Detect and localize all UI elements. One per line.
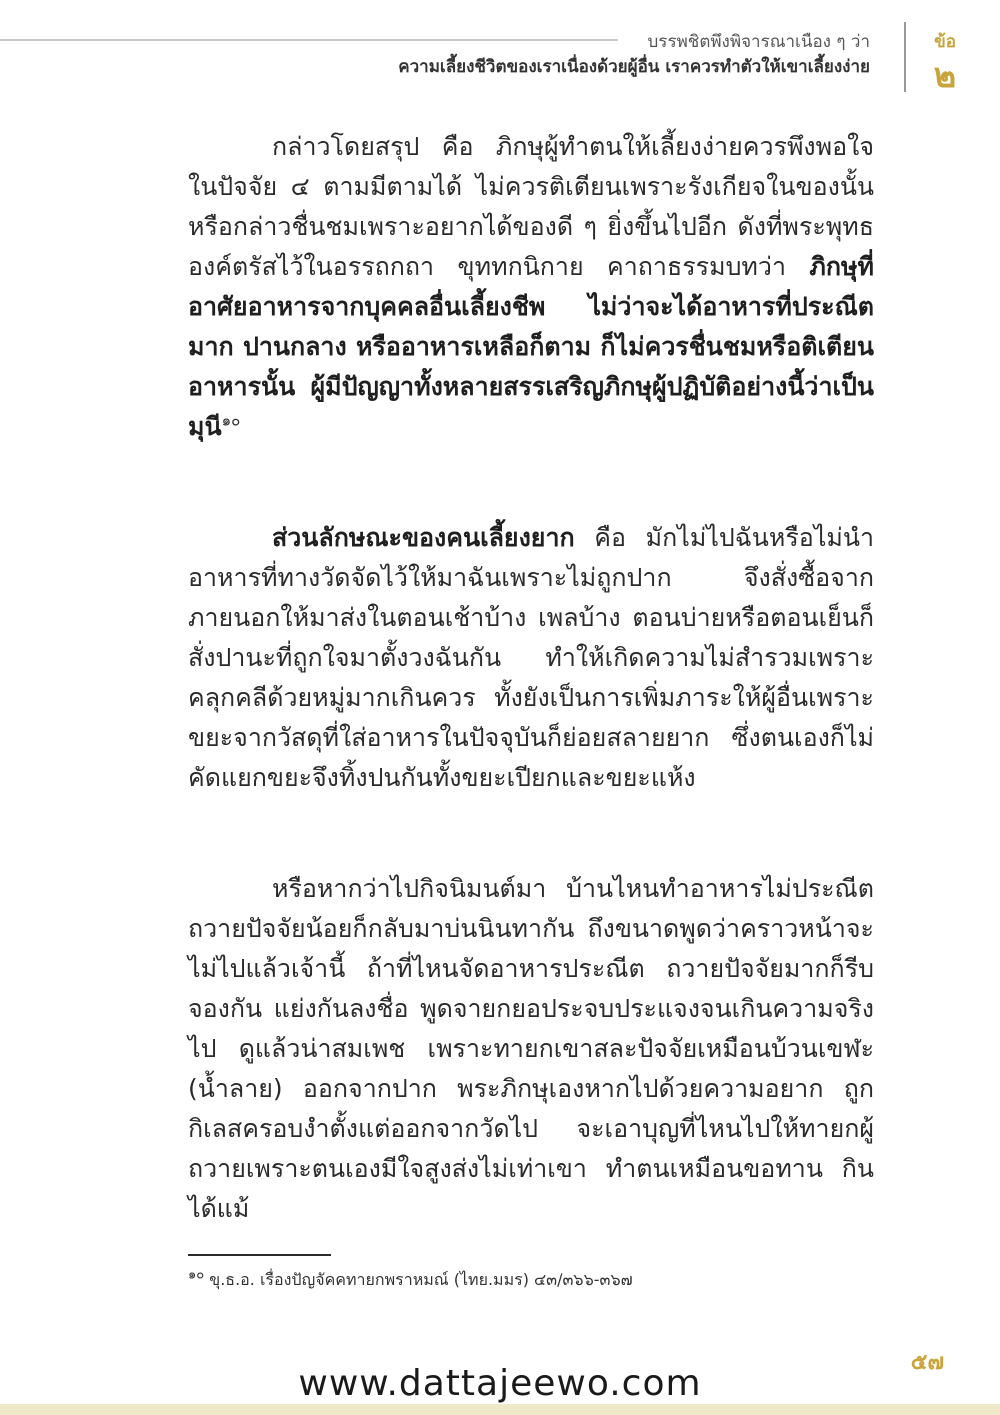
paragraph-text: กล่าวโดยสรุป คือ ภิกษุผู้ทำตนให้เลี้ยงง่ายควรพึงพอใจในปัจจัย ๔ ตามมีตามได้ ไม่ควรติเตียนเพราะรังเกียจในของนั้น หรือกล่าวชื่นชมเพราะอยากได้ของดี ๆ ยิ่งขึ้นไปอีก ดังที่พระพุทธองค์ตรัสไว้ในอรรถกถา ขุททกนิกาย คาถาธรรมบทว่า xyxy=(188,132,874,281)
footnote-mark: ๑๐ xyxy=(188,1267,205,1283)
paragraph-text: หรือหากว่าไปกิจนิมนต์มา บ้านไหนทำอาหารไม่ประณีตถวายปัจจัยน้อยก็กลับมาบ่นนินทากัน ถึงขนาดพูดว่าคราวหน้าจะไม่ไปแล้วเจ้านี้ ถ้าที่ไหนจัดอาหารประณีต ถวายปัจจัยมากก็รีบจองกัน แย่งกันลงชื่อ พูดจายกยอประจบประแจงจนเกินความจริงไป ดูแล้วน่าสมเพช เพราะทายกเขาสละปัจจัยเหมือนบ้วนเขฬะ (น้ำลาย) ออกจากปาก พระภิกษุเองหากไปด้วยความอยาก ถูกกิเลสครอบงำตั้งแต่ออกจากวัดไป จะเอาบุญที่ไหนไปให้ทายกผู้ถวายเพราะตนเองมีใจสูงส่งไม่เท่าเขา ทำตนเหมือนขอทาน กินได้แม้ xyxy=(188,874,874,1223)
quoted-teaching: ภิกษุที่อาศัยอาหารจากบุคคลอื่นเลี้ยงชีพ ไม่ว่าจะได้อาหารที่ประณีตมาก ปานกลาง หรืออาหารเหลือก็ตาม ก็ไม่ควรชื่นชมหรือติเตียนอาหารนั้น ผู้มีปัญญาทั้งหลายสรรเสริญภิกษุผู้ปฏิบัติอย่างนี้ว่าเป็นมุนี xyxy=(188,252,874,441)
footnote-rule xyxy=(188,1254,331,1256)
bottom-band xyxy=(0,1404,1000,1415)
header-subtitle: บรรพชิตพึงพิจารณาเนือง ๆ ว่า xyxy=(647,32,870,52)
footnote-reference[interactable]: ๑๐ xyxy=(221,411,241,430)
paragraph-summary xyxy=(188,127,874,447)
footnote-text: ขุ.ธ.อ. เรื่องปัญจัคคทายกพราหมณ์ (ไทย.มมร) ๔๓/๓๖๖-๓๖๗ xyxy=(209,1270,633,1289)
paragraph-text: คือ มักไม่ไปฉันหรือไม่นำอาหารที่ทางวัดจัดไว้ให้มาฉันเพราะไม่ถูกปาก จึงสั่งซื้อจากภายนอกให้มาส่งในตอนเช้าบ้าง เพลบ้าง ตอนบ่ายหรือตอนเย็นก็สั่งปานะที่ถูกใจมาตั้งวงฉันกัน ทำให้เกิดความไม่สำรวมเพราะคลุกคลีด้วยหมู่มากเกินควร ทั้งยังเป็นการเพิ่มภาระให้ผู้อื่นเพราะขยะจากวัสดุที่ใส่อาหารในปัจจุบันก็ย่อยสลายยาก ซึ่งตนเองก็ไม่คัดแยกขยะจึงทิ้งปนกันทั้งขยะเปียกและขยะแห้ง xyxy=(188,523,874,792)
paragraph-heading: ส่วนลักษณะของคนเลี้ยงยาก xyxy=(272,523,575,552)
header-divider xyxy=(904,22,906,92)
header-title: ความเลี้ยงชีวิตของเราเนื่องด้วยผู้อื่น เราควรทำตัวให้เขาเลี้ยงง่าย xyxy=(398,57,870,77)
paragraph-invitations xyxy=(188,869,874,1229)
paragraph-hard-to-support xyxy=(188,518,874,798)
chapter-label: ข้อ xyxy=(934,32,956,52)
website-url[interactable]: www.dattajeewo.com xyxy=(298,1363,702,1404)
footnote xyxy=(188,1268,874,1293)
header-rule xyxy=(0,39,618,41)
chapter-number: ๒ xyxy=(933,56,957,96)
page-number: ๕๗ xyxy=(910,1350,944,1375)
